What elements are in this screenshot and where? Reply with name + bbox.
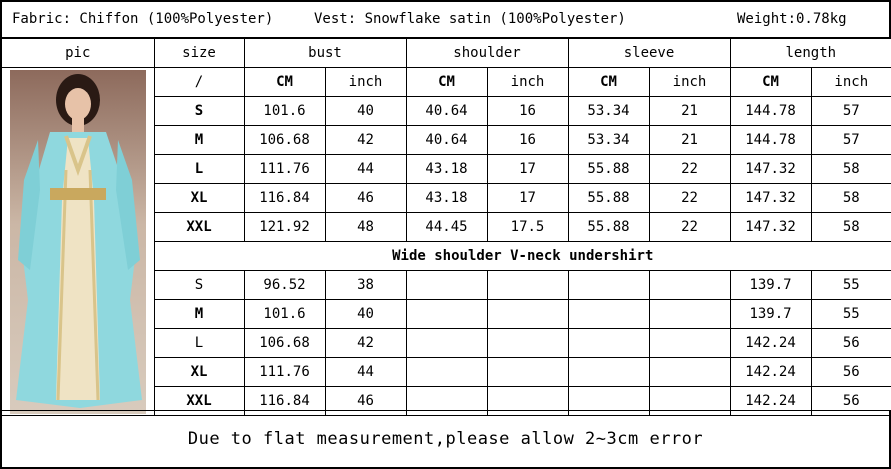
bust-cm-cell: 106.68	[244, 126, 325, 155]
shoulder-inch-cell: 16	[487, 97, 568, 126]
unit-bust-inch: inch	[325, 68, 406, 97]
empty-cell	[406, 329, 487, 358]
unit-bust-cm: CM	[244, 68, 325, 97]
empty-cell	[406, 300, 487, 329]
unit-sleeve-cm: CM	[568, 68, 649, 97]
unit-length-cm: CM	[730, 68, 811, 97]
length-cm-cell: 144.78	[730, 126, 811, 155]
empty-cell	[649, 271, 730, 300]
empty-cell	[487, 329, 568, 358]
measurement-note-text: Due to flat measurement,please allow 2~3cm error	[187, 429, 704, 449]
length-inch-cell: 56	[811, 358, 891, 387]
unit-shoulder-inch: inch	[487, 68, 568, 97]
sleeve-inch-cell: 21	[649, 126, 730, 155]
sleeve-inch-cell: 21	[649, 97, 730, 126]
length-inch-cell: 56	[811, 329, 891, 358]
unit-sleeve-inch: inch	[649, 68, 730, 97]
shoulder-cm-cell: 40.64	[406, 126, 487, 155]
size-cell: S	[154, 271, 244, 300]
empty-cell	[568, 329, 649, 358]
length-inch-cell: 56	[811, 387, 891, 416]
bust-cm-cell: 111.76	[244, 358, 325, 387]
col-header-length: length	[730, 39, 891, 68]
bust-cm-cell: 96.52	[244, 271, 325, 300]
length-inch-cell: 58	[811, 155, 891, 184]
shoulder-inch-cell: 17.5	[487, 213, 568, 242]
col-header-pic: pic	[1, 39, 154, 68]
size-cell: XXL	[154, 213, 244, 242]
sleeve-inch-cell: 22	[649, 155, 730, 184]
measurement-note	[0, 410, 891, 469]
length-cm-cell: 147.32	[730, 213, 811, 242]
empty-cell	[406, 358, 487, 387]
col-header-size: size	[154, 39, 244, 68]
unit-slash: /	[154, 68, 244, 97]
sleeve-inch-cell: 22	[649, 184, 730, 213]
unit-length-inch: inch	[811, 68, 891, 97]
size-cell: S	[154, 97, 244, 126]
length-inch-cell: 57	[811, 126, 891, 155]
sleeve-cm-cell: 53.34	[568, 126, 649, 155]
undershirt-title: Wide shoulder V-neck undershirt	[154, 242, 891, 271]
length-cm-cell: 144.78	[730, 97, 811, 126]
empty-cell	[649, 358, 730, 387]
bust-cm-cell: 106.68	[244, 329, 325, 358]
product-photo	[10, 70, 146, 414]
shoulder-cm-cell: 43.18	[406, 155, 487, 184]
length-inch-cell: 58	[811, 213, 891, 242]
shoulder-cm-cell: 44.45	[406, 213, 487, 242]
bust-inch-cell: 40	[325, 97, 406, 126]
weight-label: Weight:0.78kg	[737, 11, 847, 27]
empty-cell	[487, 271, 568, 300]
shoulder-inch-cell: 16	[487, 126, 568, 155]
empty-cell	[649, 300, 730, 329]
size-cell: M	[154, 126, 244, 155]
bust-inch-cell: 40	[325, 300, 406, 329]
bust-inch-cell: 46	[325, 387, 406, 416]
shoulder-inch-cell: 17	[487, 184, 568, 213]
length-cm-cell: 139.7	[730, 300, 811, 329]
empty-cell	[568, 271, 649, 300]
bust-cm-cell: 101.6	[244, 97, 325, 126]
bust-inch-cell: 44	[325, 155, 406, 184]
size-cell: XL	[154, 184, 244, 213]
bust-inch-cell: 46	[325, 184, 406, 213]
sleeve-cm-cell: 53.34	[568, 97, 649, 126]
header-row	[1, 39, 891, 68]
empty-cell	[568, 300, 649, 329]
sleeve-inch-cell: 22	[649, 213, 730, 242]
shoulder-cm-cell: 43.18	[406, 184, 487, 213]
unit-shoulder-cm: CM	[406, 68, 487, 97]
size-cell: L	[154, 155, 244, 184]
vest-label: Vest: Snowflake satin (100%Polyester)	[314, 11, 626, 27]
empty-cell	[487, 300, 568, 329]
bust-inch-cell: 42	[325, 126, 406, 155]
col-header-bust: bust	[244, 39, 406, 68]
bust-cm-cell: 116.84	[244, 387, 325, 416]
col-header-sleeve: sleeve	[568, 39, 730, 68]
empty-cell	[568, 358, 649, 387]
length-inch-cell: 58	[811, 184, 891, 213]
size-table	[0, 38, 891, 416]
length-cm-cell: 139.7	[730, 271, 811, 300]
length-inch-cell: 57	[811, 97, 891, 126]
length-cm-cell: 147.32	[730, 155, 811, 184]
bust-cm-cell: 116.84	[244, 184, 325, 213]
size-cell: M	[154, 300, 244, 329]
bust-cm-cell: 121.92	[244, 213, 325, 242]
shoulder-inch-cell: 17	[487, 155, 568, 184]
empty-cell	[487, 358, 568, 387]
bust-inch-cell: 38	[325, 271, 406, 300]
length-inch-cell: 55	[811, 300, 891, 329]
length-cm-cell: 147.32	[730, 184, 811, 213]
length-cm-cell: 142.24	[730, 329, 811, 358]
col-header-shoulder: shoulder	[406, 39, 568, 68]
length-cm-cell: 142.24	[730, 387, 811, 416]
bust-inch-cell: 42	[325, 329, 406, 358]
size-cell: L	[154, 329, 244, 358]
unit-row	[1, 68, 891, 97]
bust-inch-cell: 44	[325, 358, 406, 387]
fabric-label: Fabric: Chiffon (100%Polyester)	[12, 11, 274, 27]
fabric-info-header	[0, 0, 891, 38]
empty-cell	[649, 329, 730, 358]
bust-inch-cell: 48	[325, 213, 406, 242]
empty-cell	[406, 271, 487, 300]
product-photo-cell	[1, 68, 154, 416]
bust-cm-cell: 111.76	[244, 155, 325, 184]
size-cell: XXL	[154, 387, 244, 416]
length-cm-cell: 142.24	[730, 358, 811, 387]
shoulder-cm-cell: 40.64	[406, 97, 487, 126]
length-inch-cell: 55	[811, 271, 891, 300]
sleeve-cm-cell: 55.88	[568, 155, 649, 184]
sleeve-cm-cell: 55.88	[568, 184, 649, 213]
size-cell: XL	[154, 358, 244, 387]
sleeve-cm-cell: 55.88	[568, 213, 649, 242]
bust-cm-cell: 101.6	[244, 300, 325, 329]
